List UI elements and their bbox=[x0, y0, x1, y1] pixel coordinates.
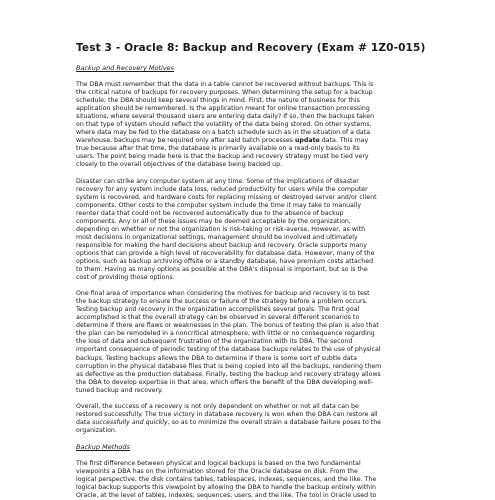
section-body bbox=[76, 460, 454, 500]
text-line: the loss of data and subsequent frustration of the organization with its DBA. The second bbox=[76, 338, 353, 346]
text-line: schedule, the DBA should keep several things in mind. First, the nature of business for this bbox=[76, 97, 360, 105]
section-heading: Backup and Recovery Motives bbox=[76, 64, 175, 72]
text-line: depending on whether or not the organization is risk-taking or risk-averse. However, as with bbox=[76, 225, 366, 233]
text-line: accomplished is that the overall strategy can be observed in several different scenarios to bbox=[76, 314, 360, 322]
text-line: the backup strategy to ensure the success or failure of the strategy before a problem occurs. bbox=[76, 298, 368, 306]
text-line: on that type of system should reflect the volatility of the data being stored. On other systems, bbox=[76, 121, 372, 129]
text-line: system is recovered, and hardware costs for replacing missing or destroyed server and/or client bbox=[76, 193, 377, 201]
text-line: components. Any or all of these issues may be deemed acceptable by the organization, bbox=[76, 217, 351, 225]
text-line: the critical nature of backups for recovery purposes. When determining the setup for a backup bbox=[76, 89, 373, 97]
text-line: to them. Having as many options as possible at the DBA's disposal is important, but so is the bbox=[76, 266, 368, 274]
section-body bbox=[76, 81, 454, 435]
text-line: Overall, the success of a recovery is not only dependent on whether or not all data can be bbox=[76, 402, 359, 410]
text-line: Disaster can strike any computer system at any time. Some of the implications of disaster bbox=[76, 177, 359, 185]
document-page bbox=[76, 42, 454, 500]
text-line: as defective as the production database. Finally, testing the backup and recovery strategy allows bbox=[76, 370, 381, 378]
text-line: viewpoints a DBA has on the information stored for the Oracle database on disk. From the bbox=[76, 467, 358, 475]
text-line: corruption in the physical database files that is being copied into all the backups, rendering them bbox=[76, 362, 382, 370]
text-line: reenter data that could not be recovered automatically due to the absence of backup bbox=[76, 209, 344, 217]
section-heading: Backup Methods bbox=[76, 442, 130, 451]
section-backup-recovery-motives bbox=[76, 64, 454, 435]
document-title: Test 3 - Oracle 8: Backup and Recovery (Exam # 1Z0-015) bbox=[76, 42, 426, 54]
text-line: application should be remembered. Is the application meant for online transaction processing bbox=[76, 105, 370, 113]
text-line: most decisions in organizational settings, management should be involved and ultimately bbox=[76, 233, 358, 241]
paragraph bbox=[76, 178, 454, 283]
paragraph bbox=[76, 403, 454, 435]
text-line: options that can provide a high level of recoverability for database data. However, many of the bbox=[76, 249, 375, 257]
text-line: recovery for any system include data loss, reduced productivity for users while the computer bbox=[76, 185, 368, 193]
text-line: warehouse, backups may be required only after said batch processes update data. This may bbox=[76, 137, 369, 145]
text-line: where data may be fed to the database on a batch schedule such as in the situation of a data bbox=[76, 129, 371, 137]
text-line: important consequence of periodic testing of the database backups relates to the use of physical bbox=[76, 346, 381, 354]
text-line: organization. bbox=[76, 426, 117, 434]
text-line: the DBA to develop expertise in that area, which offers the benefit of the DBA developing well- bbox=[76, 378, 374, 386]
text-line: logical backup supports this viewpoint by allowing the DBA to handle the backup entirely within bbox=[76, 484, 376, 492]
text-line: users. The point being made here is that the backup and recovery strategy must be tied very bbox=[76, 153, 369, 161]
text-line: backups. Testing backups allows the DBA to determine if there is some sort of subtle data bbox=[76, 354, 357, 362]
text-line: cost of providing those options. bbox=[76, 274, 175, 282]
text-line: Oracle, at the level of tables, indexes, sequences, users, and the like. The tool in Oracle used to bbox=[76, 492, 377, 500]
text-line: closely to the overall objectives of the database being backed up. bbox=[76, 161, 283, 169]
paragraph bbox=[76, 460, 454, 500]
text-line: components. Other costs to the computer system include the time it may take to manually bbox=[76, 201, 362, 209]
text-line: restored successfully. The true victory in database recovery is won when the DBA can restore all bbox=[76, 410, 378, 418]
text-line: tuned backup and recovery. bbox=[76, 386, 163, 394]
text-line: true because after that time, the database is primarily available on a read-only basis to its bbox=[76, 145, 360, 153]
text-line: options, such as backup archiving offsite or a standby database, have premium costs attached bbox=[76, 257, 374, 265]
paragraph bbox=[76, 290, 454, 395]
text-line: responsible for making the hard decisions about backup and recovery. Oracle supports many bbox=[76, 241, 367, 249]
text-line: logical perspective, the disk contains tables, tablespaces, indexes, sequences, and the like. The bbox=[76, 476, 377, 484]
text-line: One final area of importance when considering the motives for backup and recovery is to test bbox=[76, 290, 370, 298]
text-line: situations, where several thousand users are entering data daily? If so, then the backups taken bbox=[76, 113, 375, 121]
text-line: the plan can be remodeled in a noncritical atmosphere, with little or no consequence regarding bbox=[76, 330, 375, 338]
text-line: The DBA must remember that the data in a table cannot be recovered without backups. This is bbox=[76, 81, 374, 88]
text-line: The first difference between physical and logical backups is based on the two fundamental bbox=[76, 459, 361, 467]
text-line: data successfully and quickly, so as to minimize the overall strain a database failure poses to the bbox=[76, 418, 382, 426]
text-line: Testing backup and recovery in the organization accomplishes several goals. The first goal bbox=[76, 306, 360, 314]
section-backup-methods bbox=[76, 443, 454, 500]
paragraph bbox=[76, 81, 454, 170]
text-line: determine if there are flaws or weaknesses in the plan. The bonus of testing the plan is also that bbox=[76, 322, 379, 330]
